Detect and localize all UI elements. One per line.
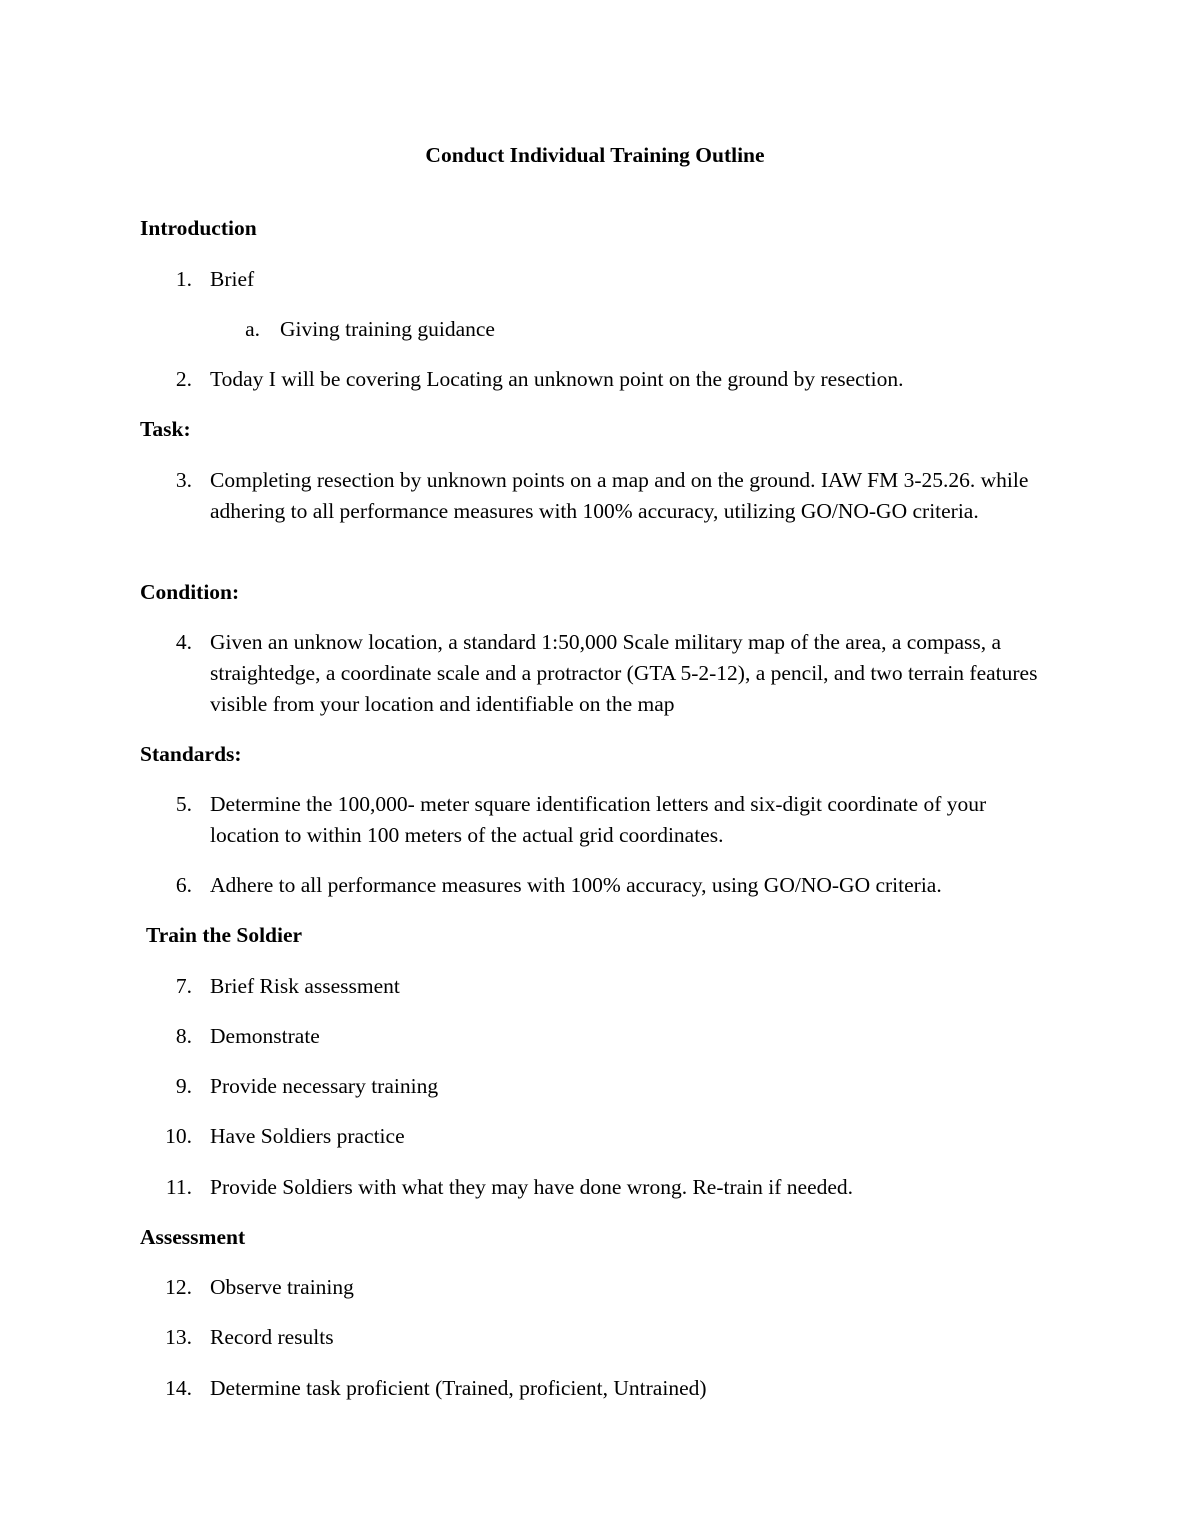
sub-list-item-text: Giving training guidance <box>280 317 495 341</box>
list-item-number: 13. <box>165 1325 192 1349</box>
list-item-number: 8. <box>175 1024 192 1048</box>
sub-list-item-letter: a. <box>245 317 260 341</box>
section-heading-standards: Standards: <box>140 742 242 766</box>
section-heading-assessment: Assessment <box>140 1225 246 1249</box>
list-item-number: 7. <box>175 974 192 998</box>
list-item-number: 5. <box>175 792 192 816</box>
list-item-text: Today I will be covering Locating an unknown point on the ground by resection. <box>210 367 904 391</box>
document-title: Conduct Individual Training Outline <box>425 143 765 167</box>
list-item-number: 12. <box>165 1275 192 1299</box>
list-item-number: 3. <box>175 468 192 492</box>
list-item-text: Record results <box>210 1325 334 1349</box>
list-item-number: 6. <box>175 873 192 897</box>
list-item-text: Adhere to all performance measures with 100% accuracy, using GO/NO-GO criteria. <box>210 873 942 897</box>
list-item-number: 4. <box>175 630 192 654</box>
list-item-text: Have Soldiers practice <box>210 1124 405 1148</box>
list-item-number: 10. <box>165 1124 192 1148</box>
section-heading-task: Task: <box>140 417 191 441</box>
list-item-text: Given an unknow location, a standard 1:50,000 Scale military map of the area, a compass, a straightedge, a coordinate scale and a protractor (GTA 5-2-12), a pencil, and two terrain features visible from your location and identifiable on the map <box>210 630 1038 716</box>
list-item-text: Observe training <box>210 1275 354 1299</box>
list-item-text: Completing resection by unknown points on a map and on the ground. IAW FM 3-25.26. while adhering to all performance measures with 100% accuracy, utilizing GO/NO-GO criteria. <box>210 468 1029 523</box>
list-item-text: Demonstrate <box>210 1024 320 1048</box>
list-item-text: Provide Soldiers with what they may have done wrong. Re-train if needed. <box>210 1175 854 1199</box>
list-item-text: Brief <box>210 267 255 291</box>
list-item-text: Brief Risk assessment <box>210 974 400 998</box>
list-item-number: 2. <box>175 367 192 391</box>
list-item-number: 11. <box>165 1175 192 1199</box>
section-heading-condition: Condition: <box>140 580 240 604</box>
list-item-text: Provide necessary training <box>210 1074 439 1098</box>
list-item-text: Determine the 100,000- meter square identification letters and six-digit coordinate of your location to within 100 meters of the actual grid coordinates. <box>210 792 987 847</box>
section-heading-introduction: Introduction <box>140 216 257 240</box>
list-item-number: 9. <box>175 1074 192 1098</box>
list-item-number: 1. <box>175 267 192 291</box>
section-heading-train-the-soldier: Train the Soldier <box>146 923 303 947</box>
list-item-number: 14. <box>165 1376 192 1400</box>
list-item-text: Determine task proficient (Trained, proficient, Untrained) <box>210 1376 707 1400</box>
